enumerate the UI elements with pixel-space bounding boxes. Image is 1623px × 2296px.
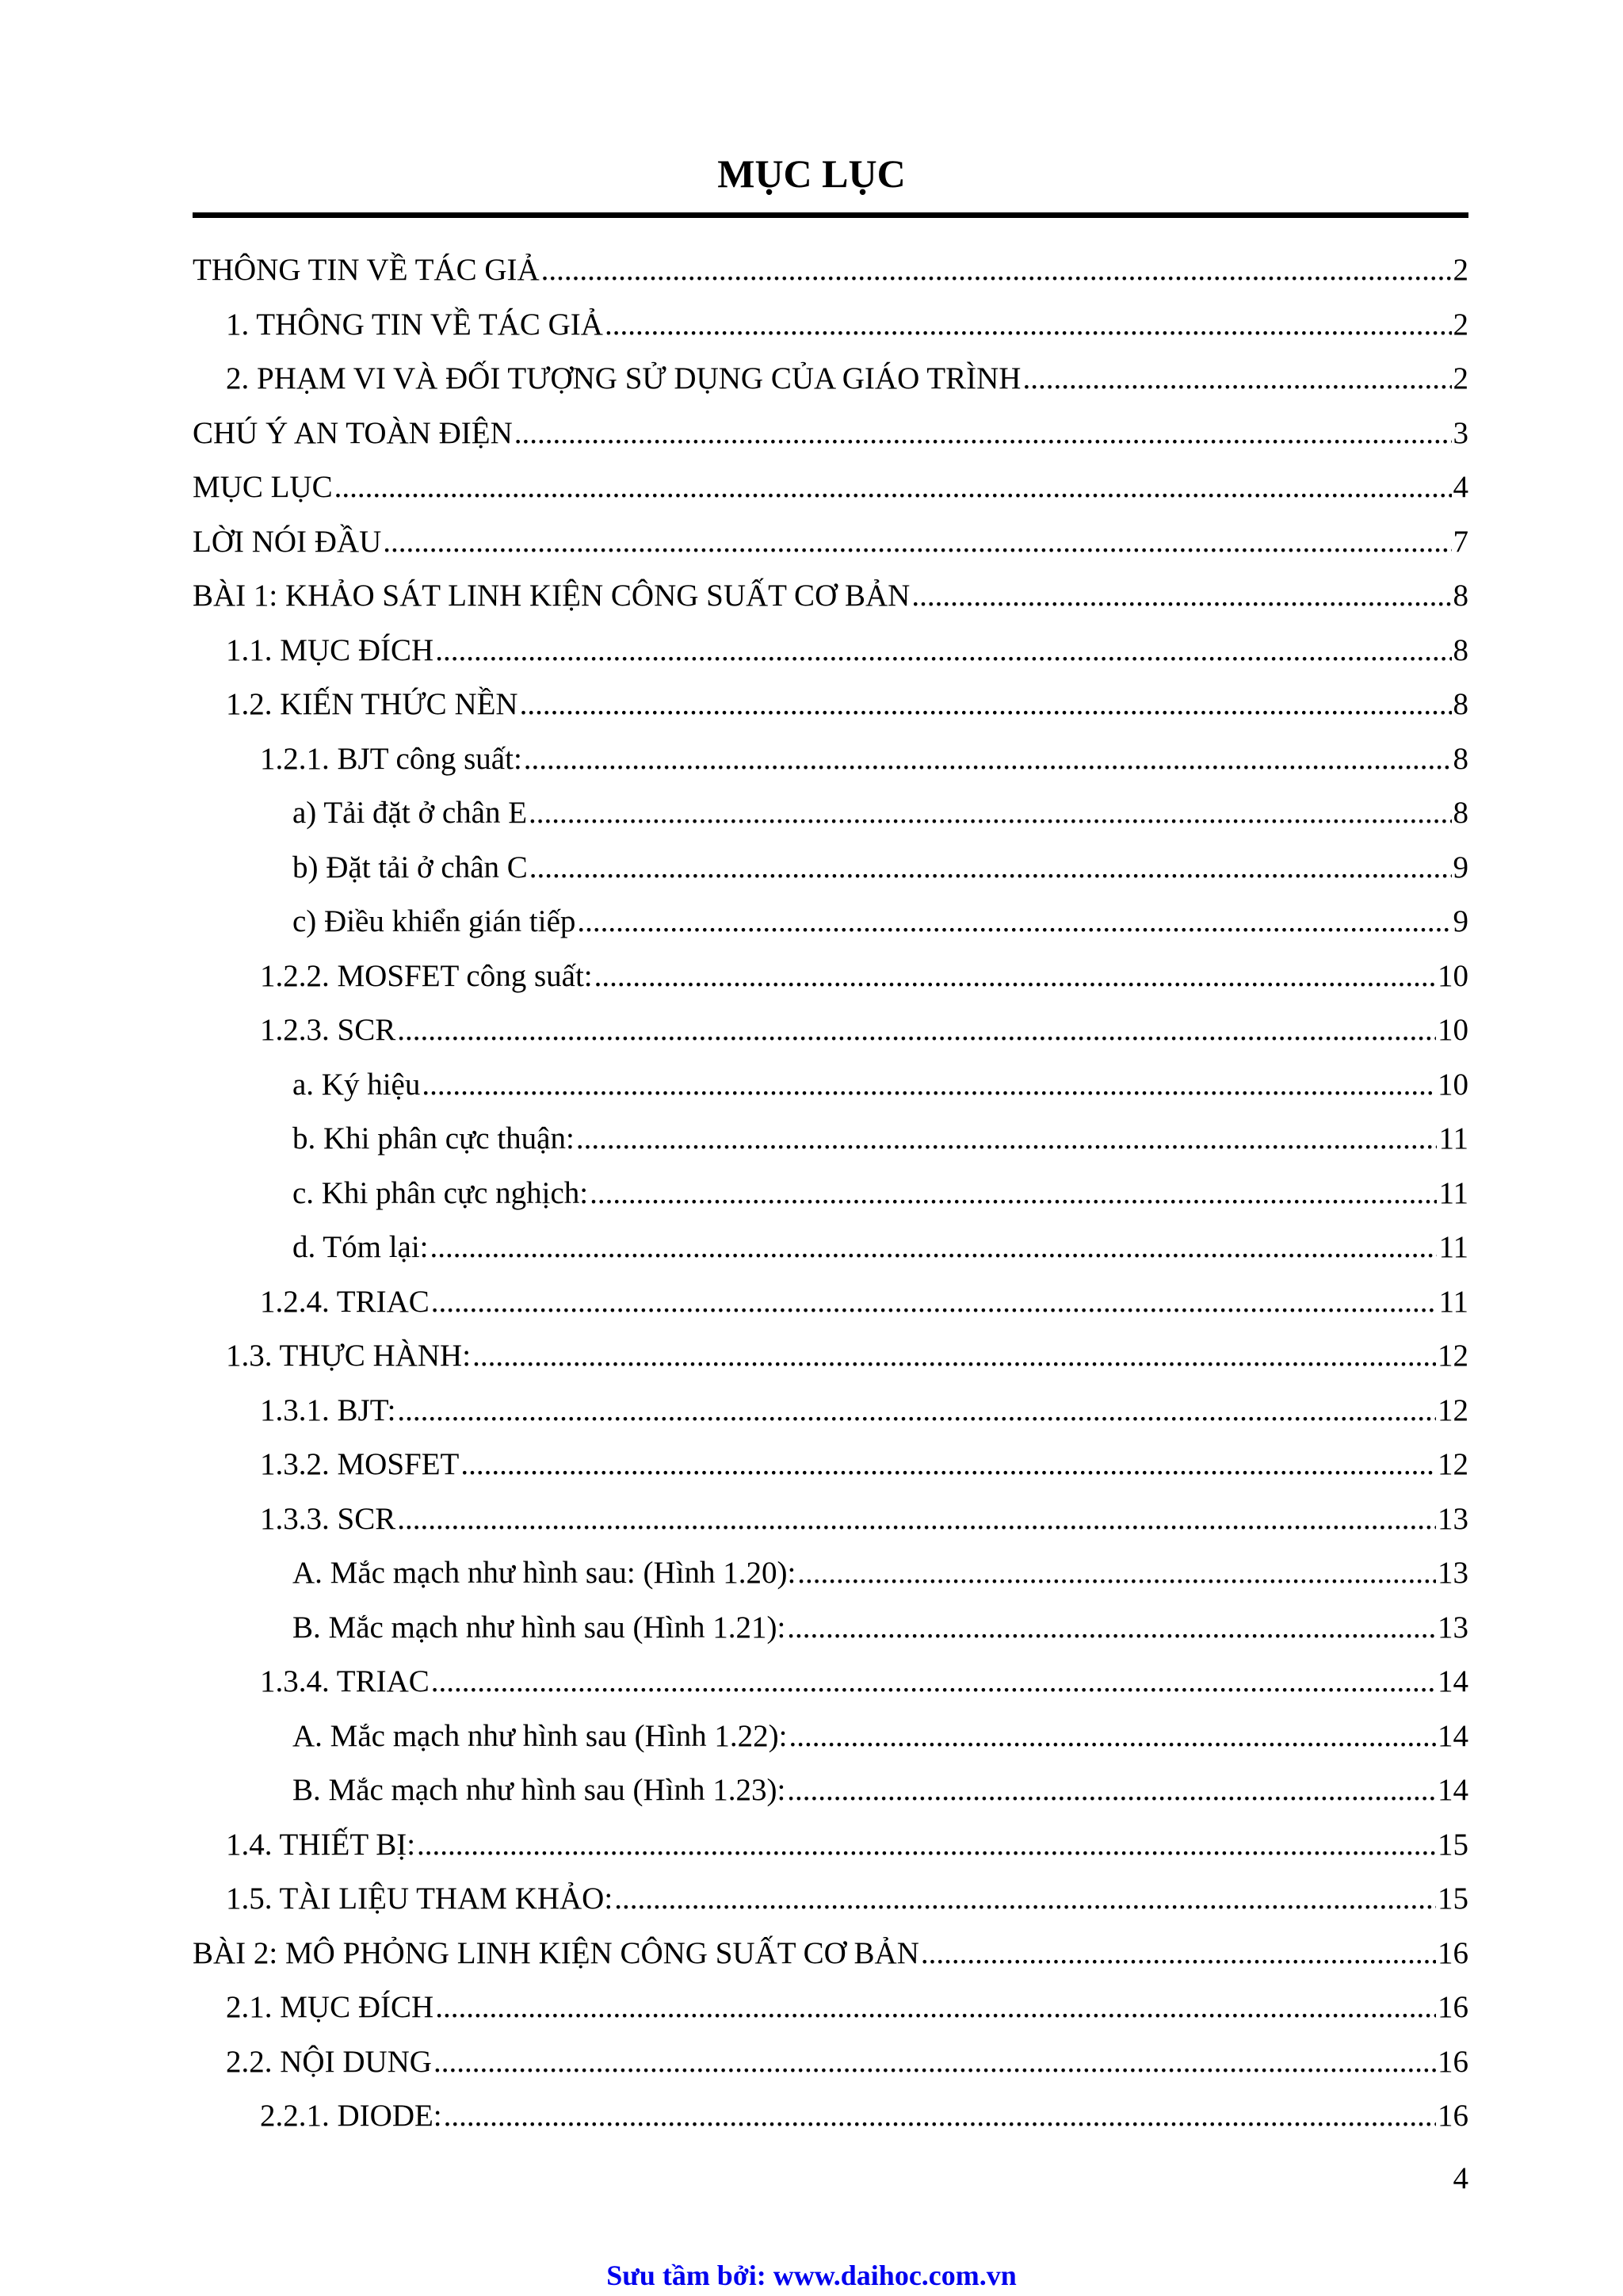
toc-dot-leader (614, 1881, 1436, 1916)
toc-entry-label: 1.3.2. MOSFET (260, 1447, 460, 1481)
toc-entry[interactable] (193, 1555, 1468, 1610)
toc-entry[interactable] (193, 361, 1468, 415)
toc-entry[interactable] (193, 1772, 1468, 1827)
toc-entry[interactable] (193, 1718, 1468, 1773)
toc-entry-page: 3 (1453, 415, 1468, 450)
toc-dot-leader (789, 1718, 1436, 1754)
toc-dot-leader (472, 1338, 1436, 1373)
toc-dot-leader (787, 1610, 1436, 1645)
toc-entry-page: 13 (1438, 1556, 1468, 1590)
toc-dot-leader (444, 2098, 1436, 2134)
toc-entry-label: 1.2. KIẾN THỨC NỀN (226, 687, 518, 721)
toc-entry-label: d. Tóm lại: (292, 1230, 429, 1264)
footer-link[interactable]: www.daihoc.com.vn (773, 2260, 1017, 2291)
toc-entry-label: 1.5. TÀI LIỆU THAM KHẢO: (226, 1881, 613, 1916)
toc-entry-page: 9 (1453, 904, 1468, 938)
toc-dot-leader (1022, 361, 1451, 396)
toc-dot-leader (435, 1989, 1436, 2025)
toc-dot-leader (921, 1935, 1436, 1971)
toc-entry[interactable] (193, 1175, 1468, 1230)
toc-entry-page: 11 (1438, 1121, 1468, 1156)
toc-entry-page: 13 (1438, 1501, 1468, 1536)
toc-entry[interactable] (193, 1935, 1468, 1990)
toc-entry-label: 1.4. THIẾT BỊ: (226, 1827, 416, 1862)
toc-entry-page: 15 (1438, 1881, 1468, 1916)
toc-entry[interactable] (193, 1338, 1468, 1392)
toc-entry-label: a) Tải đặt ở chân E (292, 796, 528, 830)
toc-dot-leader (594, 958, 1436, 994)
toc-entry[interactable] (193, 252, 1468, 307)
toc-dot-leader (431, 1284, 1438, 1320)
title-divider (193, 212, 1468, 218)
toc-entry-page: 10 (1438, 1013, 1468, 1047)
toc-entry[interactable] (193, 686, 1468, 741)
toc-entry-page: 4 (1453, 470, 1468, 504)
toc-entry-label: 2.2. NỘI DUNG (226, 2044, 432, 2079)
toc-entry[interactable] (193, 795, 1468, 850)
toc-entry-label: 1.3.1. BJT: (260, 1392, 396, 1427)
toc-entry-label: 1.3. THỰC HÀNH: (226, 1339, 472, 1373)
toc-entry-page: 14 (1438, 1718, 1468, 1753)
toc-entry-label: 1.2.4. TRIAC (260, 1284, 430, 1319)
toc-entry-page: 16 (1438, 1990, 1468, 2024)
toc-dot-leader (577, 904, 1451, 939)
toc-entry[interactable] (193, 1881, 1468, 1935)
toc-entry[interactable] (193, 1284, 1468, 1339)
toc-dot-leader (797, 1555, 1436, 1591)
toc-dot-leader (397, 1012, 1436, 1048)
toc-dot-leader (520, 686, 1452, 722)
toc-entry-label: 1.1. MỤC ĐÍCH (226, 632, 434, 667)
toc-entry-label: c) Điều khiển gián tiếp (292, 904, 576, 938)
toc-entry-page: 15 (1438, 1827, 1468, 1862)
toc-entry-page: 16 (1438, 2044, 1468, 2079)
toc-entry-page: 8 (1453, 687, 1468, 721)
toc-entry[interactable] (193, 850, 1468, 904)
toc-dot-leader (435, 632, 1451, 668)
footer (0, 2259, 1623, 2292)
toc-entry-page: 12 (1438, 1339, 1468, 1373)
toc-entry[interactable] (193, 1664, 1468, 1718)
toc-dot-leader (590, 1175, 1437, 1211)
page-number: 4 (1453, 2161, 1468, 2195)
toc-entry-page: 8 (1453, 632, 1468, 667)
toc-entry-page: 11 (1438, 1284, 1468, 1319)
toc-entry-label: LỜI NÓI ĐẦU (193, 524, 382, 559)
toc-entry[interactable] (193, 2044, 1468, 2099)
toc-entry-label: 2. PHẠM VI VÀ ĐỐI TƯỢNG SỬ DỤNG CỦA GIÁO TRÌNH (226, 361, 1022, 395)
toc-entry[interactable] (193, 904, 1468, 958)
toc-entry-page: 8 (1453, 796, 1468, 830)
toc-entry-label: CHÚ Ý AN TOÀN ĐIỆN (193, 415, 513, 450)
toc-dot-leader (787, 1772, 1436, 1808)
toc-entry[interactable] (193, 1229, 1468, 1284)
toc-entry-page: 10 (1438, 1067, 1468, 1102)
toc-dot-leader (383, 524, 1451, 560)
toc-entry-label: 1. THÔNG TIN VỀ TÁC GIẢ (226, 307, 603, 342)
toc-entry[interactable] (193, 632, 1468, 687)
toc-dot-leader (433, 2044, 1436, 2080)
toc-entry-label: BÀI 2: MÔ PHỎNG LINH KIỆN CÔNG SUẤT CƠ BẢN (193, 1935, 919, 1970)
page-title: MỤC LỤC (717, 151, 906, 196)
toc-entry-page: 16 (1438, 2099, 1468, 2133)
toc-entry[interactable] (193, 524, 1468, 579)
toc-entry-label: a. Ký hiệu (292, 1067, 421, 1102)
toc-entry-page: 12 (1438, 1447, 1468, 1481)
toc-dot-leader (911, 578, 1451, 613)
toc-dot-leader (422, 1067, 1436, 1102)
toc-dot-leader (576, 1121, 1438, 1156)
toc-dot-leader (529, 850, 1452, 885)
toc-entry-label: b. Khi phân cực thuận: (292, 1121, 575, 1156)
toc-entry-label: 1.3.4. TRIAC (260, 1664, 430, 1698)
toc-entry[interactable] (193, 741, 1468, 796)
toc-entry-page: 2 (1453, 307, 1468, 342)
toc-entry[interactable] (193, 2098, 1468, 2153)
toc-entry-page: 11 (1438, 1230, 1468, 1264)
toc-entry-page: 2 (1453, 361, 1468, 395)
toc-entry[interactable] (193, 1501, 1468, 1556)
toc-entry-page: 13 (1438, 1610, 1468, 1645)
toc-entry-page: 9 (1453, 850, 1468, 884)
toc-entry-label: BÀI 1: KHẢO SÁT LINH KIỆN CÔNG SUẤT CƠ BẢN (193, 579, 911, 613)
toc-entry-page: 8 (1453, 741, 1468, 776)
toc-dot-leader (524, 741, 1452, 777)
toc-entry-label: THÔNG TIN VỀ TÁC GIẢ (193, 253, 540, 287)
toc-dot-leader (514, 415, 1452, 451)
toc-entry-page: 16 (1438, 1935, 1468, 1970)
toc-dot-leader (529, 795, 1451, 831)
toc-entry-label: B. Mắc mạch như hình sau (Hình 1.21): (292, 1610, 786, 1645)
footer-prefix: Sưu tầm bởi: (606, 2260, 773, 2291)
toc-entry[interactable] (193, 578, 1468, 632)
toc-entry-page: 14 (1438, 1773, 1468, 1807)
toc-entry[interactable] (193, 415, 1468, 470)
toc-dot-leader (397, 1392, 1436, 1428)
table-of-contents (193, 252, 1468, 2153)
toc-entry[interactable] (193, 1121, 1468, 1175)
toc-entry-page: 11 (1438, 1175, 1468, 1210)
toc-dot-leader (541, 252, 1452, 288)
toc-entry-page: 14 (1438, 1664, 1468, 1698)
toc-entry-label: B. Mắc mạch như hình sau (Hình 1.23): (292, 1773, 786, 1807)
toc-dot-leader (417, 1827, 1436, 1862)
toc-entry[interactable] (193, 1012, 1468, 1067)
toc-entry[interactable] (193, 1610, 1468, 1664)
toc-entry-label: 1.2.2. MOSFET công suất: (260, 958, 593, 993)
toc-entry[interactable] (193, 958, 1468, 1013)
toc-entry[interactable] (193, 1827, 1468, 1881)
toc-entry-label: 2.1. MỤC ĐÍCH (226, 1990, 434, 2024)
toc-dot-leader (397, 1501, 1436, 1537)
toc-dot-leader (460, 1446, 1436, 1482)
toc-entry[interactable] (193, 469, 1468, 524)
toc-dot-leader (605, 307, 1452, 342)
toc-entry-label: 2.2.1. DIODE: (260, 2099, 442, 2133)
toc-entry-label: MỤC LỤC (193, 470, 333, 504)
toc-entry-label: 1.3.3. SCR (260, 1501, 396, 1536)
toc-dot-leader (431, 1664, 1436, 1699)
toc-entry[interactable] (193, 307, 1468, 361)
toc-entry[interactable] (193, 1067, 1468, 1121)
toc-entry-page: 2 (1453, 253, 1468, 287)
toc-entry[interactable] (193, 1446, 1468, 1501)
toc-entry-label: b) Đặt tải ở chân C (292, 850, 528, 884)
toc-entry-page: 12 (1438, 1392, 1468, 1427)
toc-entry-label: c. Khi phân cực nghịch: (292, 1175, 589, 1210)
toc-entry[interactable] (193, 1989, 1468, 2044)
toc-entry-label: A. Mắc mạch như hình sau (Hình 1.22): (292, 1718, 788, 1753)
toc-entry-label: 1.2.1. BJT công suất: (260, 741, 522, 776)
toc-dot-leader (430, 1229, 1438, 1265)
toc-entry-page: 10 (1438, 958, 1468, 993)
toc-entry-label: 1.2.3. SCR (260, 1013, 396, 1047)
toc-entry-label: A. Mắc mạch như hình sau: (Hình 1.20): (292, 1556, 796, 1590)
toc-entry-page: 8 (1453, 579, 1468, 613)
toc-dot-leader (334, 469, 1452, 505)
toc-entry[interactable] (193, 1392, 1468, 1447)
toc-entry-page: 7 (1453, 524, 1468, 559)
